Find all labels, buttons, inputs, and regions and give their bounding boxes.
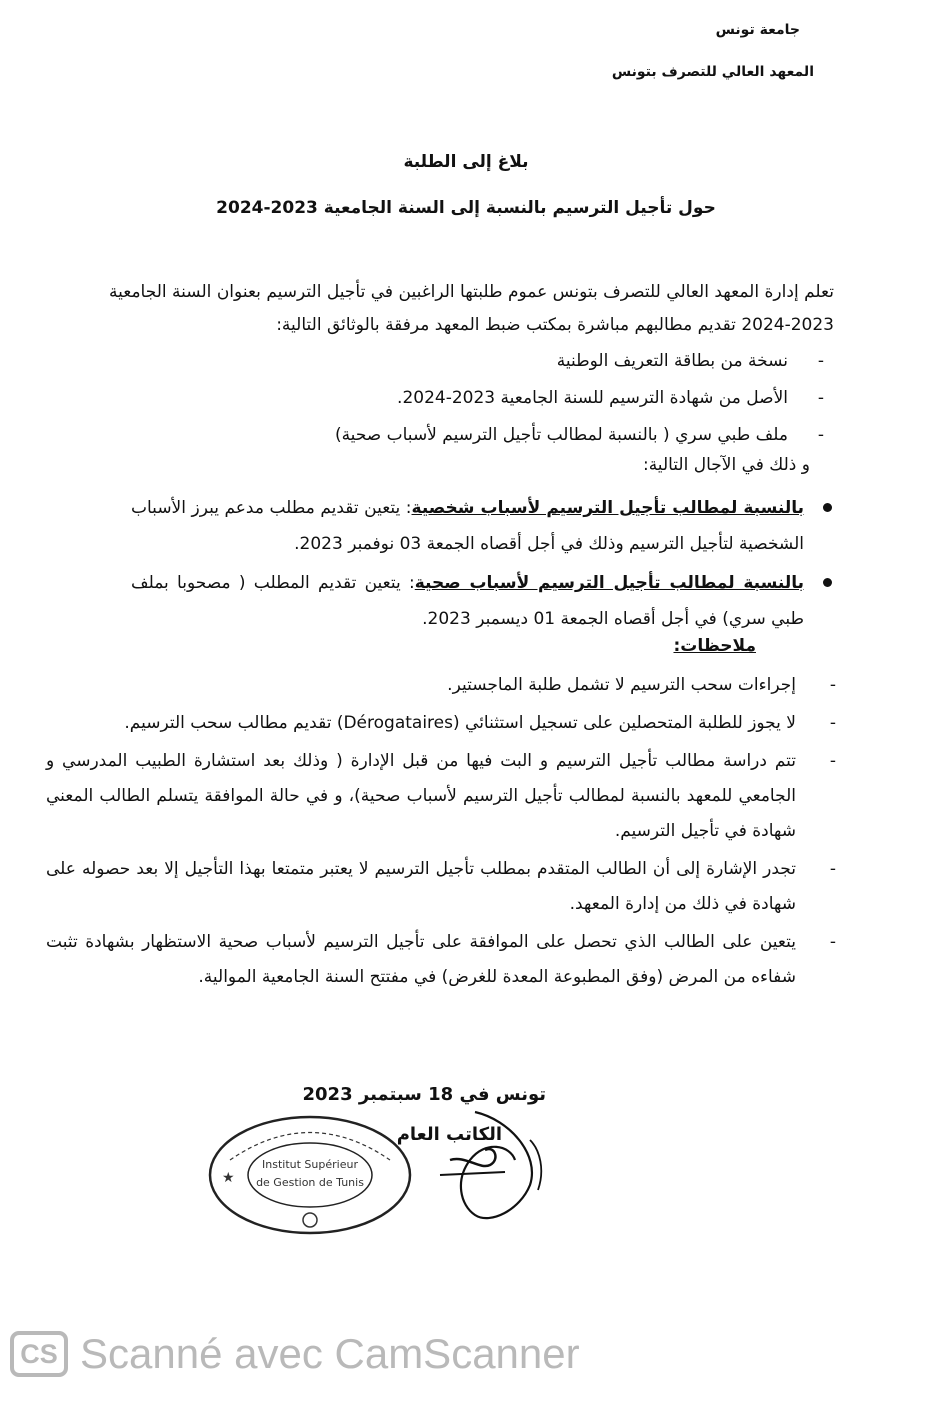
dash-bullet: - — [829, 859, 836, 879]
deadline-text: : يتعين تقديم مطلب مدعم يبرز الأسباب الشخصية لتأجيل الترسيم وذلك في أجل أقصاه الجمعة 03 نوفمبر 2023. — [131, 498, 804, 554]
dash-bullet: - — [829, 751, 836, 771]
dash-bullet: - — [817, 351, 825, 371]
watermark-text: Scanné avec CamScanner — [80, 1330, 580, 1377]
notes-heading: ملاحظات: — [673, 636, 756, 656]
document-label: نسخة من بطاقة التعريف الوطنية — [556, 351, 788, 371]
list-item — [128, 420, 828, 457]
svg-text:Institut Supérieur: Institut Supérieur — [262, 1158, 358, 1171]
deadline-item-health — [131, 565, 836, 637]
signer-title: الكاتب العام — [396, 1124, 502, 1145]
list-item — [128, 346, 828, 383]
university-name: جامعة تونس — [715, 22, 800, 38]
list-item — [46, 925, 836, 995]
dash-bullet: - — [817, 388, 825, 408]
deadlines-list — [131, 490, 836, 640]
intro-paragraph: تعلم إدارة المعهد العالي للتصرف بتونس عموم طلبتها الراغبين في تأجيل الترسيم بعنوان السنة الجامعية 2023-2024 تقديم مطالبهم مباشرة بمكتب ضبط المعهد مرفقة بالوثائق التالية: — [109, 282, 834, 335]
deadline-heading: بالنسبة لمطالب تأجيل الترسيم لأسباب صحية — [414, 573, 804, 593]
note-text: لا يجوز للطلبة المتحصلين على تسجيل استثنائي (Dérogataires) تقديم مطالب سحب الترسيم. — [124, 713, 796, 733]
note-text: تجدر الإشارة إلى أن الطالب المتقدم بمطلب تأجيل الترسيم لا يعتبر متمتعا بهذا التأجيل إلا بعد حصوله على شهادة في ذلك من إدارة المعهد. — [46, 859, 796, 914]
document-label: ملف طبي سري ( بالنسبة لمطالب تأجيل الترسيم لأسباب صحية) — [334, 425, 788, 445]
note-text: يتعين على الطالب الذي تحصل على الموافقة على تأجيل الترسيم لأسباب صحية الاستظهار بشهادة تثبت شفاءه من المرض (وفق المطبوعة المعدة للغرض) في مفتتح السنة الجامعية الموالية. — [46, 932, 796, 987]
deadline-text: : يتعين تقديم المطلب ( مصحوبا بملف طبي سري) في أجل أقصاه الجمعة 01 ديسمبر 2023. — [131, 573, 804, 629]
deadline-heading: بالنسبة لمطالب تأجيل الترسيم لأسباب شخصية — [411, 498, 805, 518]
notice-subject: حول تأجيل الترسيم بالنسبة إلى السنة الجامعية 2023-2024 — [216, 198, 716, 218]
deadline-item-personal — [131, 490, 836, 562]
notes-list — [46, 668, 836, 998]
camscanner-watermark — [10, 1330, 580, 1378]
list-item — [46, 668, 836, 703]
bullet-dot-icon — [823, 503, 832, 512]
dash-bullet: - — [829, 675, 836, 695]
handwritten-signature — [380, 1100, 560, 1230]
bullet-dot-icon — [823, 578, 832, 587]
institute-name: المعهد العالي للتصرف بتونس — [611, 64, 814, 80]
place-and-date: تونس في 18 سبتمبر 2023 — [302, 1084, 546, 1105]
deadlines-intro: و ذلك في الآجال التالية: — [642, 455, 810, 475]
list-item — [46, 852, 836, 922]
svg-text:de Gestion de Tunis: de Gestion de Tunis — [256, 1176, 364, 1189]
dash-bullet: - — [817, 425, 825, 445]
list-item — [46, 706, 836, 741]
dash-bullet: - — [829, 713, 836, 733]
required-documents-list — [128, 346, 828, 457]
camscanner-logo-icon: CS — [10, 1331, 68, 1377]
list-item — [128, 383, 828, 420]
dash-bullet: - — [829, 932, 836, 952]
note-text: تتم دراسة مطالب تأجيل الترسيم و البت فيها من قبل الإدارة ( وذلك بعد استشارة الطبيب المدرسي و الجامعي للمعهد بالنسبة لمطالب تأجيل الترسيم لأسباب صحية)، و في حالة الموافقة يتسلم الطالب المعني شهادة في تأجيل الترسيم. — [46, 751, 796, 841]
notice-title: بلاغ إلى الطلبة — [403, 152, 529, 172]
note-text: إجراءات سحب الترسيم لا تشمل طلبة الماجستير. — [447, 675, 796, 695]
svg-text:★: ★ — [222, 1170, 235, 1186]
list-item — [46, 744, 836, 849]
document-label: الأصل من شهادة الترسيم للسنة الجامعية 2023-2024. — [397, 388, 788, 408]
